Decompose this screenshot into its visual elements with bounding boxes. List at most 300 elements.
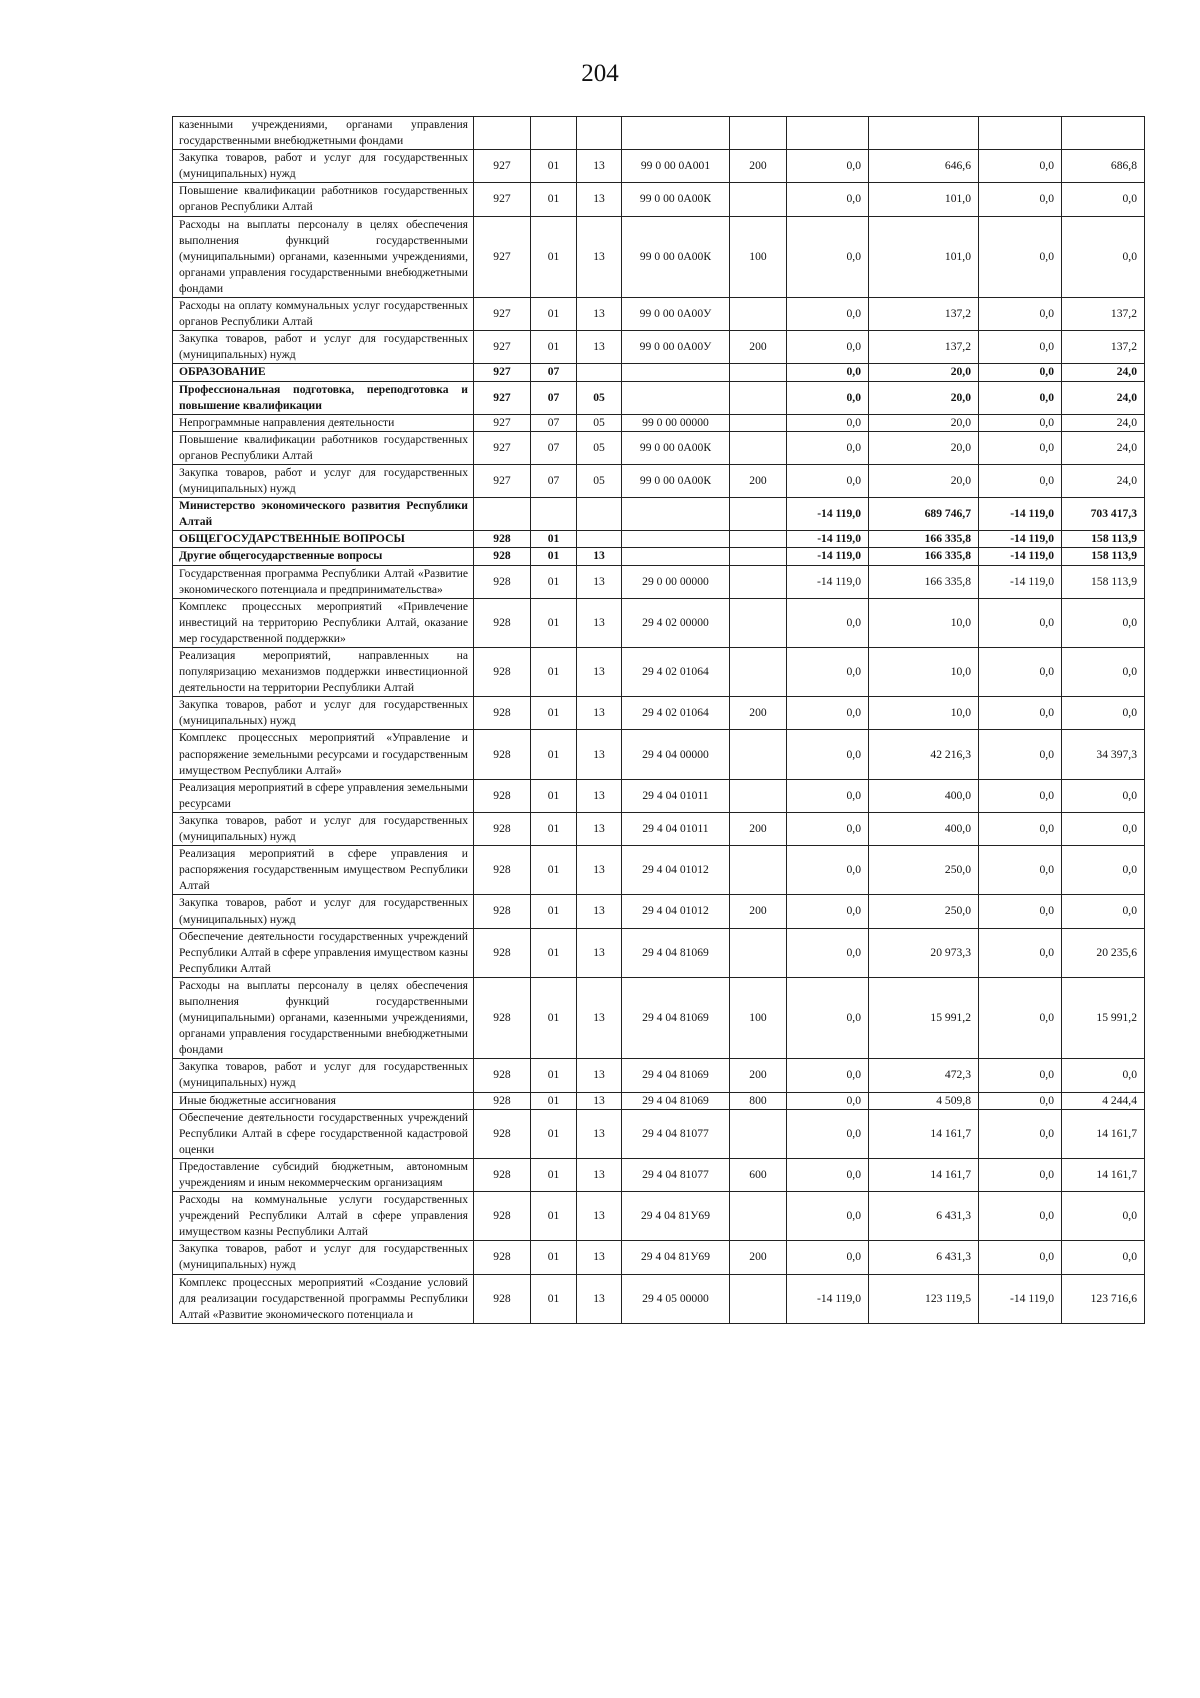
table-row <box>173 364 1145 381</box>
amount-total-2-cell: 0,0 <box>1062 648 1145 697</box>
target-article-code-cell: 99 0 00 0А00У <box>622 298 730 331</box>
subsection-code-cell: 05 <box>577 414 622 431</box>
amount-change-1-cell: 0,0 <box>787 331 869 364</box>
expense-name-cell: Предоставление субсидий бюджетным, автономным учреждениям и иным некоммерческим организациям <box>173 1158 474 1191</box>
subsection-code-cell: 13 <box>577 928 622 977</box>
target-article-code-cell: 29 4 02 01064 <box>622 697 730 730</box>
target-article-code-cell: 29 4 04 01011 <box>622 779 730 812</box>
amount-change-2-cell: 0,0 <box>979 1158 1062 1191</box>
target-article-code-cell: 29 4 04 01012 <box>622 846 730 895</box>
subsection-code-cell: 13 <box>577 331 622 364</box>
subsection-code-cell: 05 <box>577 381 622 414</box>
amount-change-1-cell: 0,0 <box>787 977 869 1058</box>
amount-change-2-cell: 0,0 <box>979 895 1062 928</box>
section-code-cell: 01 <box>531 697 577 730</box>
table-row <box>173 895 1145 928</box>
expense-type-code-cell <box>730 1274 787 1323</box>
amount-change-2-cell: 0,0 <box>979 298 1062 331</box>
administrator-code-cell: 928 <box>474 779 531 812</box>
expense-type-code-cell <box>730 381 787 414</box>
administrator-code-cell: 928 <box>474 697 531 730</box>
amount-total-2-cell: 0,0 <box>1062 1192 1145 1241</box>
expense-name-cell: Государственная программа Республики Алтай «Развитие экономического потенциала и предпринимательства» <box>173 565 474 598</box>
expense-name-cell: Профессиональная подготовка, переподготовка и повышение квалификации <box>173 381 474 414</box>
table-row <box>173 498 1145 531</box>
expense-type-code-cell <box>730 928 787 977</box>
expense-name-cell: Расходы на выплаты персоналу в целях обеспечения выполнения функций государственными (муниципальными) органами, казенными учреждениями, органами управления государственными внебюджетными фондами <box>173 216 474 297</box>
amount-total-2-cell: 4 244,4 <box>1062 1092 1145 1109</box>
amount-change-2-cell: -14 119,0 <box>979 1274 1062 1323</box>
section-code-cell: 01 <box>531 565 577 598</box>
amount-total-2-cell: 24,0 <box>1062 431 1145 464</box>
amount-total-2-cell: 24,0 <box>1062 414 1145 431</box>
administrator-code-cell: 928 <box>474 531 531 548</box>
amount-total-1-cell: 10,0 <box>869 648 979 697</box>
section-code-cell <box>531 498 577 531</box>
amount-total-1-cell: 20 973,3 <box>869 928 979 977</box>
table-row <box>173 331 1145 364</box>
subsection-code-cell: 13 <box>577 846 622 895</box>
amount-change-1-cell: 0,0 <box>787 431 869 464</box>
target-article-code-cell: 29 4 04 81У69 <box>622 1192 730 1241</box>
table-row <box>173 216 1145 297</box>
expense-type-code-cell: 200 <box>730 331 787 364</box>
subsection-code-cell: 13 <box>577 648 622 697</box>
amount-change-2-cell: 0,0 <box>979 150 1062 183</box>
amount-change-1-cell: 0,0 <box>787 1158 869 1191</box>
expense-name-cell: ОБРАЗОВАНИЕ <box>173 364 474 381</box>
table-row <box>173 548 1145 565</box>
section-code-cell: 01 <box>531 812 577 845</box>
expense-name-cell: Закупка товаров, работ и услуг для государственных (муниципальных) нужд <box>173 1241 474 1274</box>
amount-change-2-cell <box>979 117 1062 150</box>
target-article-code-cell: 99 0 00 0А00К <box>622 183 730 216</box>
expense-type-code-cell <box>730 414 787 431</box>
amount-total-2-cell: 0,0 <box>1062 183 1145 216</box>
target-article-code-cell: 29 4 04 01011 <box>622 812 730 845</box>
amount-change-2-cell: 0,0 <box>979 1059 1062 1092</box>
target-article-code-cell: 99 0 00 00000 <box>622 414 730 431</box>
table-row <box>173 414 1145 431</box>
expense-name-cell: ОБЩЕГОСУДАРСТВЕННЫЕ ВОПРОСЫ <box>173 531 474 548</box>
table-row <box>173 565 1145 598</box>
section-code-cell: 07 <box>531 414 577 431</box>
section-code-cell: 01 <box>531 150 577 183</box>
expense-name-cell: Комплекс процессных мероприятий «Создание условий для реализации государственной программы Республики Алтай «Развитие экономического потенциала и <box>173 1274 474 1323</box>
amount-total-2-cell: 0,0 <box>1062 598 1145 647</box>
table-row <box>173 1092 1145 1109</box>
subsection-code-cell: 13 <box>577 1092 622 1109</box>
administrator-code-cell: 927 <box>474 414 531 431</box>
amount-change-2-cell: 0,0 <box>979 183 1062 216</box>
amount-total-1-cell <box>869 117 979 150</box>
amount-total-2-cell: 686,8 <box>1062 150 1145 183</box>
amount-total-2-cell: 137,2 <box>1062 331 1145 364</box>
amount-change-2-cell: 0,0 <box>979 331 1062 364</box>
administrator-code-cell: 927 <box>474 216 531 297</box>
target-article-code-cell: 29 4 02 00000 <box>622 598 730 647</box>
subsection-code-cell: 05 <box>577 431 622 464</box>
administrator-code-cell: 928 <box>474 1059 531 1092</box>
amount-total-1-cell: 137,2 <box>869 298 979 331</box>
subsection-code-cell <box>577 531 622 548</box>
amount-total-1-cell: 101,0 <box>869 183 979 216</box>
amount-change-1-cell: 0,0 <box>787 183 869 216</box>
amount-total-1-cell: 14 161,7 <box>869 1158 979 1191</box>
target-article-code-cell: 29 4 04 81069 <box>622 977 730 1058</box>
expense-name-cell: Реализация мероприятий, направленных на популяризацию механизмов поддержки инвестиционной деятельности на территории Республики Алтай <box>173 648 474 697</box>
amount-total-1-cell: 166 335,8 <box>869 565 979 598</box>
table-row <box>173 846 1145 895</box>
target-article-code-cell: 99 0 00 0А00К <box>622 464 730 497</box>
administrator-code-cell: 927 <box>474 150 531 183</box>
amount-total-1-cell: 15 991,2 <box>869 977 979 1058</box>
amount-total-1-cell: 472,3 <box>869 1059 979 1092</box>
target-article-code-cell: 99 0 00 0А00К <box>622 431 730 464</box>
amount-total-2-cell: 0,0 <box>1062 812 1145 845</box>
subsection-code-cell <box>577 117 622 150</box>
amount-change-1-cell: -14 119,0 <box>787 548 869 565</box>
amount-total-1-cell: 689 746,7 <box>869 498 979 531</box>
expense-name-cell: Расходы на выплаты персоналу в целях обеспечения выполнения функций государственными (муниципальными) органами, казенными учреждениями, органами управления государственными внебюджетными фондами <box>173 977 474 1058</box>
amount-change-1-cell: 0,0 <box>787 381 869 414</box>
amount-total-2-cell: 0,0 <box>1062 846 1145 895</box>
target-article-code-cell: 29 4 04 81069 <box>622 1092 730 1109</box>
table-row <box>173 1192 1145 1241</box>
subsection-code-cell: 13 <box>577 298 622 331</box>
amount-total-1-cell: 101,0 <box>869 216 979 297</box>
table-row <box>173 598 1145 647</box>
expense-type-code-cell <box>730 431 787 464</box>
amount-change-1-cell: 0,0 <box>787 1109 869 1158</box>
amount-total-2-cell: 123 716,6 <box>1062 1274 1145 1323</box>
amount-total-1-cell: 6 431,3 <box>869 1241 979 1274</box>
administrator-code-cell: 927 <box>474 364 531 381</box>
amount-change-2-cell: 0,0 <box>979 598 1062 647</box>
expense-name-cell: Реализация мероприятий в сфере управления и распоряжения государственным имуществом Республики Алтай <box>173 846 474 895</box>
subsection-code-cell: 13 <box>577 1192 622 1241</box>
amount-total-2-cell: 137,2 <box>1062 298 1145 331</box>
expense-type-code-cell: 100 <box>730 216 787 297</box>
amount-total-2-cell: 14 161,7 <box>1062 1109 1145 1158</box>
expense-name-cell: Закупка товаров, работ и услуг для государственных (муниципальных) нужд <box>173 1059 474 1092</box>
section-code-cell: 01 <box>531 846 577 895</box>
expense-name-cell: Расходы на коммунальные услуги государственных учреждений Республики Алтай в сфере управления имуществом казны Республики Алтай <box>173 1192 474 1241</box>
budget-table <box>172 116 1145 1324</box>
subsection-code-cell: 13 <box>577 895 622 928</box>
expense-type-code-cell <box>730 1109 787 1158</box>
amount-change-1-cell: 0,0 <box>787 1192 869 1241</box>
subsection-code-cell: 13 <box>577 150 622 183</box>
administrator-code-cell <box>474 498 531 531</box>
table-row <box>173 381 1145 414</box>
expense-type-code-cell: 200 <box>730 150 787 183</box>
administrator-code-cell: 928 <box>474 648 531 697</box>
amount-change-1-cell: 0,0 <box>787 928 869 977</box>
amount-change-2-cell: 0,0 <box>979 1192 1062 1241</box>
amount-total-2-cell: 158 113,9 <box>1062 548 1145 565</box>
subsection-code-cell: 13 <box>577 1274 622 1323</box>
administrator-code-cell: 928 <box>474 548 531 565</box>
expense-name-cell: Министерство экономического развития Республики Алтай <box>173 498 474 531</box>
expense-type-code-cell <box>730 846 787 895</box>
subsection-code-cell: 13 <box>577 216 622 297</box>
amount-total-1-cell: 123 119,5 <box>869 1274 979 1323</box>
section-code-cell: 01 <box>531 648 577 697</box>
target-article-code-cell: 29 0 00 00000 <box>622 565 730 598</box>
subsection-code-cell: 13 <box>577 183 622 216</box>
amount-total-1-cell: 137,2 <box>869 331 979 364</box>
administrator-code-cell: 928 <box>474 1158 531 1191</box>
amount-change-2-cell: 0,0 <box>979 431 1062 464</box>
expense-type-code-cell <box>730 183 787 216</box>
administrator-code-cell: 927 <box>474 183 531 216</box>
amount-change-2-cell: 0,0 <box>979 1092 1062 1109</box>
expense-type-code-cell <box>730 779 787 812</box>
amount-total-1-cell: 10,0 <box>869 697 979 730</box>
section-code-cell: 07 <box>531 381 577 414</box>
subsection-code-cell: 13 <box>577 1241 622 1274</box>
table-row <box>173 779 1145 812</box>
amount-total-2-cell: 158 113,9 <box>1062 565 1145 598</box>
amount-change-2-cell: -14 119,0 <box>979 548 1062 565</box>
table-row <box>173 1241 1145 1274</box>
target-article-code-cell <box>622 498 730 531</box>
section-code-cell: 07 <box>531 431 577 464</box>
table-row <box>173 648 1145 697</box>
section-code-cell: 01 <box>531 928 577 977</box>
amount-change-1-cell <box>787 117 869 150</box>
table-row <box>173 183 1145 216</box>
expense-type-code-cell: 200 <box>730 697 787 730</box>
amount-change-1-cell: 0,0 <box>787 648 869 697</box>
amount-change-1-cell: 0,0 <box>787 364 869 381</box>
administrator-code-cell: 928 <box>474 895 531 928</box>
amount-change-2-cell: 0,0 <box>979 697 1062 730</box>
table-row <box>173 730 1145 779</box>
section-code-cell: 07 <box>531 364 577 381</box>
section-code-cell: 01 <box>531 298 577 331</box>
table-row <box>173 977 1145 1058</box>
table-row <box>173 298 1145 331</box>
expense-name-cell: Обеспечение деятельности государственных учреждений Республики Алтай в сфере управления имуществом казны Республики Алтай <box>173 928 474 977</box>
subsection-code-cell: 13 <box>577 565 622 598</box>
target-article-code-cell: 99 0 00 0А001 <box>622 150 730 183</box>
expense-type-code-cell: 200 <box>730 895 787 928</box>
amount-change-1-cell: 0,0 <box>787 1092 869 1109</box>
table-row <box>173 531 1145 548</box>
expense-type-code-cell: 800 <box>730 1092 787 1109</box>
table-row <box>173 431 1145 464</box>
administrator-code-cell: 928 <box>474 1274 531 1323</box>
administrator-code-cell: 927 <box>474 331 531 364</box>
expense-type-code-cell: 100 <box>730 977 787 1058</box>
table-row <box>173 117 1145 150</box>
administrator-code-cell: 928 <box>474 928 531 977</box>
amount-change-1-cell: 0,0 <box>787 598 869 647</box>
administrator-code-cell: 927 <box>474 298 531 331</box>
amount-total-2-cell: 24,0 <box>1062 464 1145 497</box>
amount-change-2-cell: 0,0 <box>979 730 1062 779</box>
expense-name-cell: Непрограммные направления деятельности <box>173 414 474 431</box>
amount-change-2-cell: 0,0 <box>979 464 1062 497</box>
amount-total-2-cell: 703 417,3 <box>1062 498 1145 531</box>
subsection-code-cell: 13 <box>577 730 622 779</box>
target-article-code-cell: 29 4 02 01064 <box>622 648 730 697</box>
amount-total-1-cell: 20,0 <box>869 431 979 464</box>
subsection-code-cell: 13 <box>577 812 622 845</box>
amount-total-1-cell: 166 335,8 <box>869 548 979 565</box>
section-code-cell: 07 <box>531 464 577 497</box>
amount-change-2-cell: 0,0 <box>979 1241 1062 1274</box>
amount-change-1-cell: 0,0 <box>787 216 869 297</box>
amount-change-2-cell: 0,0 <box>979 1109 1062 1158</box>
expense-type-code-cell: 600 <box>730 1158 787 1191</box>
section-code-cell: 01 <box>531 1192 577 1241</box>
expense-type-code-cell <box>730 730 787 779</box>
amount-total-1-cell: 20,0 <box>869 381 979 414</box>
expense-type-code-cell <box>730 1192 787 1241</box>
expense-name-cell: Повышение квалификации работников государственных органов Республики Алтай <box>173 183 474 216</box>
amount-change-2-cell: 0,0 <box>979 364 1062 381</box>
expense-name-cell: Расходы на оплату коммунальных услуг государственных органов Республики Алтай <box>173 298 474 331</box>
amount-change-2-cell: 0,0 <box>979 216 1062 297</box>
amount-total-1-cell: 6 431,3 <box>869 1192 979 1241</box>
amount-change-1-cell: -14 119,0 <box>787 1274 869 1323</box>
expense-name-cell: Иные бюджетные ассигнования <box>173 1092 474 1109</box>
section-code-cell: 01 <box>531 183 577 216</box>
expense-name-cell: Другие общегосударственные вопросы <box>173 548 474 565</box>
subsection-code-cell <box>577 364 622 381</box>
amount-change-1-cell: 0,0 <box>787 779 869 812</box>
amount-change-1-cell: 0,0 <box>787 1059 869 1092</box>
administrator-code-cell: 928 <box>474 565 531 598</box>
amount-change-2-cell: -14 119,0 <box>979 531 1062 548</box>
target-article-code-cell: 99 0 00 0А00У <box>622 331 730 364</box>
table-row <box>173 812 1145 845</box>
expense-name-cell: Реализация мероприятий в сфере управления земельными ресурсами <box>173 779 474 812</box>
expense-name-cell: Закупка товаров, работ и услуг для государственных (муниципальных) нужд <box>173 331 474 364</box>
expense-type-code-cell: 200 <box>730 1241 787 1274</box>
section-code-cell <box>531 117 577 150</box>
amount-total-1-cell: 250,0 <box>869 895 979 928</box>
amount-change-1-cell: -14 119,0 <box>787 531 869 548</box>
table-row <box>173 1158 1145 1191</box>
amount-total-1-cell: 20,0 <box>869 414 979 431</box>
table-row <box>173 928 1145 977</box>
administrator-code-cell: 928 <box>474 846 531 895</box>
target-article-code-cell: 29 4 04 81У69 <box>622 1241 730 1274</box>
expense-name-cell: Обеспечение деятельности государственных учреждений Республики Алтай в сфере государственной кадастровой оценки <box>173 1109 474 1158</box>
amount-change-1-cell: 0,0 <box>787 895 869 928</box>
subsection-code-cell: 13 <box>577 697 622 730</box>
amount-total-1-cell: 14 161,7 <box>869 1109 979 1158</box>
amount-change-2-cell: -14 119,0 <box>979 565 1062 598</box>
amount-total-2-cell: 0,0 <box>1062 697 1145 730</box>
expense-name-cell: Закупка товаров, работ и услуг для государственных (муниципальных) нужд <box>173 150 474 183</box>
section-code-cell: 01 <box>531 1158 577 1191</box>
amount-total-2-cell: 0,0 <box>1062 895 1145 928</box>
subsection-code-cell: 13 <box>577 1158 622 1191</box>
section-code-cell: 01 <box>531 216 577 297</box>
section-code-cell: 01 <box>531 977 577 1058</box>
amount-total-2-cell: 158 113,9 <box>1062 531 1145 548</box>
subsection-code-cell: 13 <box>577 548 622 565</box>
expense-name-cell: Закупка товаров, работ и услуг для государственных (муниципальных) нужд <box>173 895 474 928</box>
amount-change-2-cell: 0,0 <box>979 381 1062 414</box>
section-code-cell: 01 <box>531 730 577 779</box>
administrator-code-cell <box>474 117 531 150</box>
amount-change-1-cell: 0,0 <box>787 1241 869 1274</box>
section-code-cell: 01 <box>531 331 577 364</box>
expense-type-code-cell <box>730 565 787 598</box>
table-row <box>173 464 1145 497</box>
subsection-code-cell: 13 <box>577 1059 622 1092</box>
subsection-code-cell: 13 <box>577 1109 622 1158</box>
expense-type-code-cell <box>730 548 787 565</box>
amount-total-2-cell: 34 397,3 <box>1062 730 1145 779</box>
target-article-code-cell: 29 4 05 00000 <box>622 1274 730 1323</box>
amount-total-2-cell: 20 235,6 <box>1062 928 1145 977</box>
expense-type-code-cell <box>730 648 787 697</box>
administrator-code-cell: 928 <box>474 598 531 647</box>
target-article-code-cell <box>622 548 730 565</box>
amount-change-2-cell: 0,0 <box>979 977 1062 1058</box>
administrator-code-cell: 928 <box>474 977 531 1058</box>
table-row <box>173 1059 1145 1092</box>
amount-change-2-cell: 0,0 <box>979 812 1062 845</box>
section-code-cell: 01 <box>531 895 577 928</box>
administrator-code-cell: 928 <box>474 1192 531 1241</box>
target-article-code-cell: 99 0 00 0А00К <box>622 216 730 297</box>
expense-type-code-cell <box>730 531 787 548</box>
administrator-code-cell: 927 <box>474 381 531 414</box>
amount-total-1-cell: 10,0 <box>869 598 979 647</box>
amount-change-2-cell: 0,0 <box>979 928 1062 977</box>
expense-type-code-cell <box>730 364 787 381</box>
amount-change-1-cell: -14 119,0 <box>787 498 869 531</box>
expense-type-code-cell <box>730 498 787 531</box>
section-code-cell: 01 <box>531 1274 577 1323</box>
subsection-code-cell <box>577 498 622 531</box>
target-article-code-cell <box>622 531 730 548</box>
target-article-code-cell: 29 4 04 01012 <box>622 895 730 928</box>
amount-change-1-cell: 0,0 <box>787 464 869 497</box>
target-article-code-cell: 29 4 04 81077 <box>622 1158 730 1191</box>
subsection-code-cell: 13 <box>577 598 622 647</box>
amount-total-2-cell: 24,0 <box>1062 381 1145 414</box>
administrator-code-cell: 928 <box>474 1109 531 1158</box>
amount-total-1-cell: 400,0 <box>869 779 979 812</box>
section-code-cell: 01 <box>531 1059 577 1092</box>
table-row <box>173 1274 1145 1323</box>
table-row <box>173 150 1145 183</box>
amount-total-1-cell: 4 509,8 <box>869 1092 979 1109</box>
amount-change-2-cell: 0,0 <box>979 648 1062 697</box>
amount-change-1-cell: 0,0 <box>787 812 869 845</box>
amount-total-1-cell: 250,0 <box>869 846 979 895</box>
section-code-cell: 01 <box>531 1241 577 1274</box>
target-article-code-cell <box>622 117 730 150</box>
amount-total-2-cell: 0,0 <box>1062 1059 1145 1092</box>
amount-change-1-cell: -14 119,0 <box>787 565 869 598</box>
target-article-code-cell: 29 4 04 00000 <box>622 730 730 779</box>
amount-change-2-cell: -14 119,0 <box>979 498 1062 531</box>
section-code-cell: 01 <box>531 1092 577 1109</box>
target-article-code-cell <box>622 381 730 414</box>
administrator-code-cell: 927 <box>474 431 531 464</box>
subsection-code-cell: 05 <box>577 464 622 497</box>
